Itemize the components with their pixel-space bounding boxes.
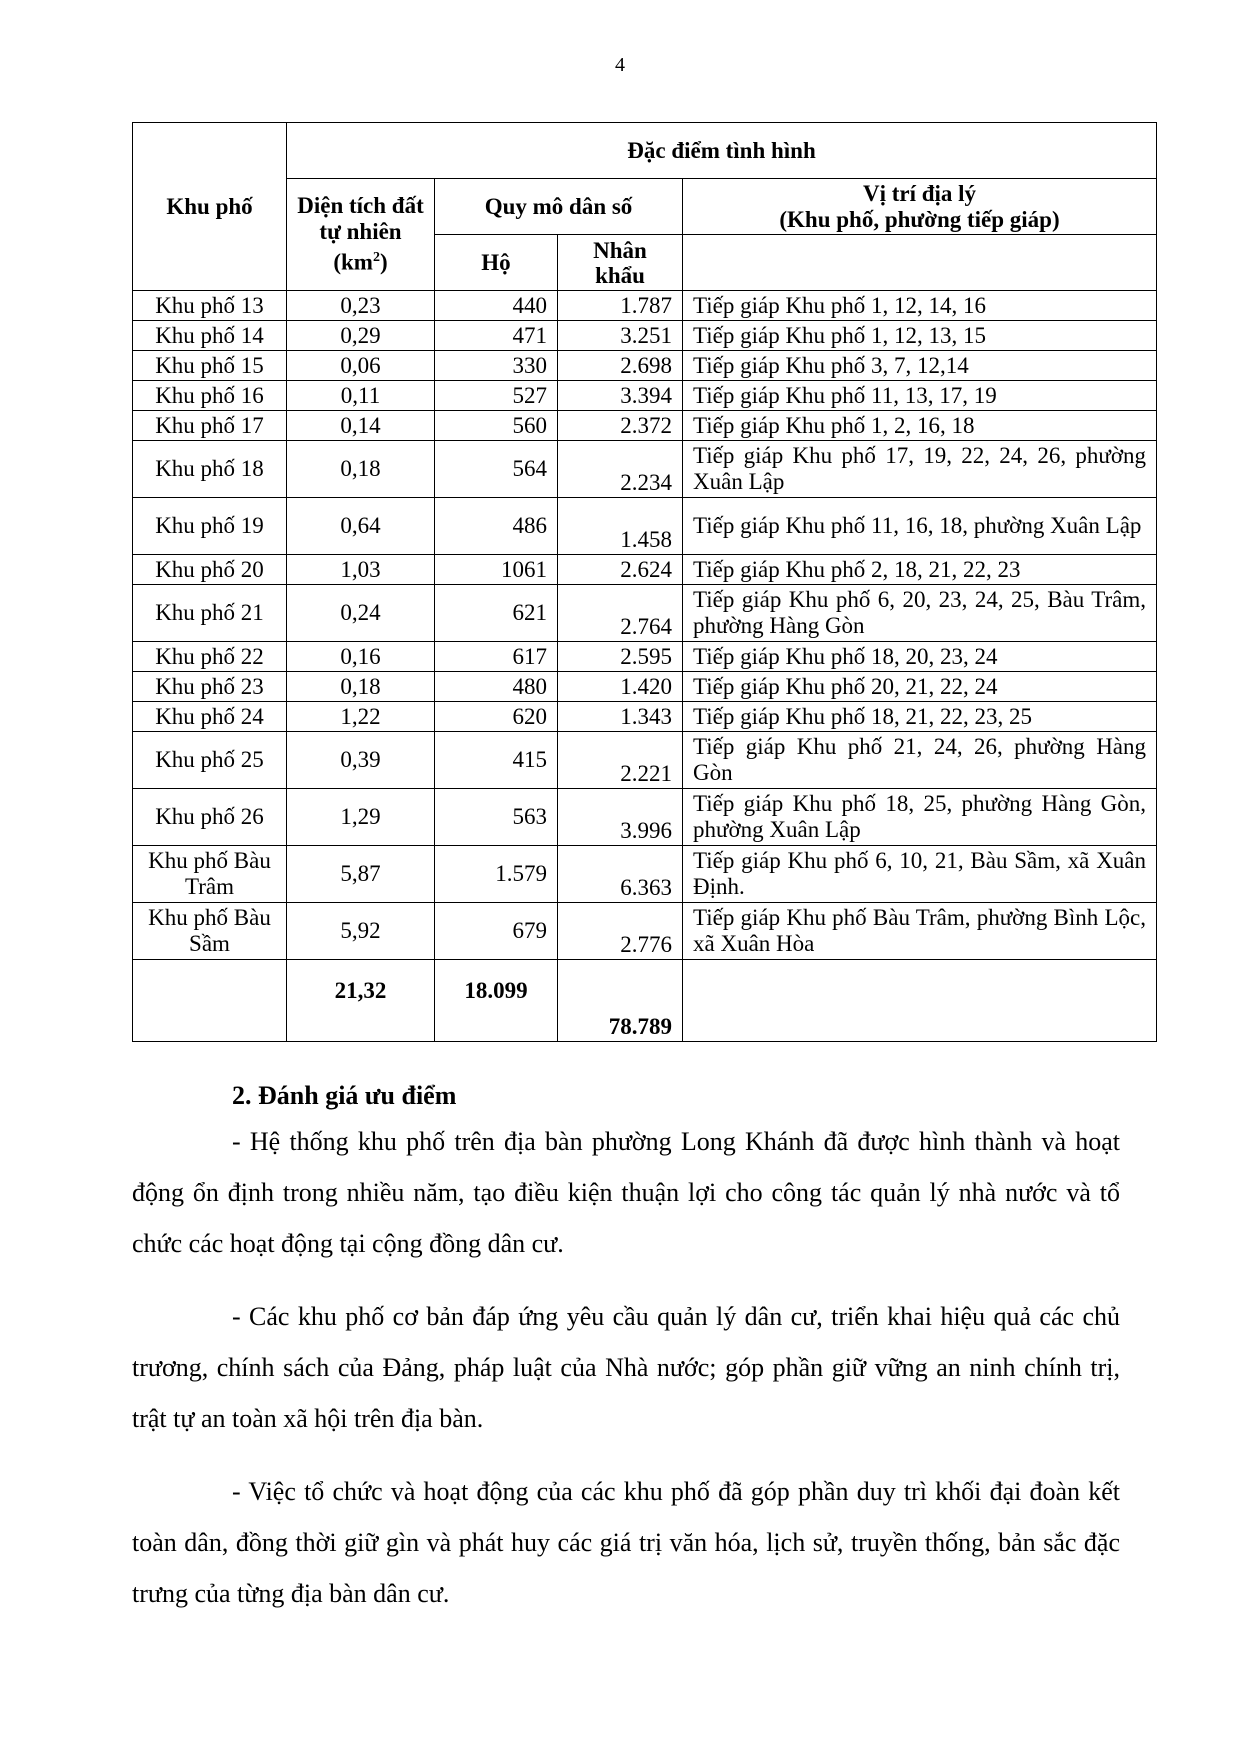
cell-population: 1.420 [558, 672, 683, 702]
cell-khu-pho: Khu phố 22 [133, 642, 287, 672]
table-row [133, 555, 1157, 585]
cell-households: 560 [435, 411, 558, 441]
cell-location: Tiếp giáp Khu phố 1, 12, 14, 16 [683, 291, 1157, 321]
cell-area: 0,14 [287, 411, 435, 441]
cell-khu-pho: Khu phố 20 [133, 555, 287, 585]
cell-area: 0,64 [287, 498, 435, 555]
cell-households: 330 [435, 351, 558, 381]
paragraph-1: - Hệ thống khu phố trên địa bàn phường Long Khánh đã được hình thành và hoạt động ổn định trong nhiều năm, tạo điều kiện thuận lợi cho công tác quản lý nhà nước và tổ chức các hoạt động tại cộng đồng dân cư. [132, 1127, 1120, 1258]
cell-households: 621 [435, 585, 558, 642]
cell-area: 0,16 [287, 642, 435, 672]
cell-population: 2.624 [558, 555, 683, 585]
cell-khu-pho: Khu phố 23 [133, 672, 287, 702]
table-row [133, 351, 1157, 381]
cell-khu-pho: Khu phố 24 [133, 702, 287, 732]
header-dac-diem: Đặc điểm tình hình [287, 123, 1157, 179]
cell-location: Tiếp giáp Khu phố 6, 20, 23, 24, 25, Bàu Trâm, phường Hàng Gòn [683, 585, 1157, 642]
cell-khu-pho: Khu phố 14 [133, 321, 287, 351]
cell-population: 1.458 [558, 498, 683, 555]
header-khu-pho: Khu phố [133, 123, 287, 291]
header-vi-tri-line2: (Khu phố, phường tiếp giáp) [779, 206, 1060, 232]
cell-area: 5,87 [287, 846, 435, 903]
section-heading: 2. Đánh giá ưu điểm [232, 1081, 457, 1110]
header-ho: Hộ [435, 235, 558, 291]
cell-location: Tiếp giáp Khu phố Bàu Trâm, phường Bình Lộc, xã Xuân Hòa [683, 903, 1157, 960]
cell-households: 564 [435, 441, 558, 498]
cell-population: 2.764 [558, 585, 683, 642]
cell-location: Tiếp giáp Khu phố 2, 18, 21, 22, 23 [683, 555, 1157, 585]
table-row [133, 381, 1157, 411]
table-total-row [133, 960, 1157, 1042]
cell-population: 6.363 [558, 846, 683, 903]
cell-area: 0,18 [287, 441, 435, 498]
cell-khu-pho: Khu phố 21 [133, 585, 287, 642]
cell-population: 2.234 [558, 441, 683, 498]
table-row [133, 642, 1157, 672]
header-dien-tich-close: ) [379, 249, 388, 275]
cell-total-population: 78.789 [558, 960, 683, 1042]
cell-location: Tiếp giáp Khu phố 20, 21, 22, 24 [683, 672, 1157, 702]
cell-khu-pho: Khu phố Bàu Sầm [133, 903, 287, 960]
cell-area: 0,24 [287, 585, 435, 642]
cell-households: 415 [435, 732, 558, 789]
cell-area: 1,03 [287, 555, 435, 585]
cell-population: 3.251 [558, 321, 683, 351]
paragraph-3: - Việc tổ chức và hoạt động của các khu phố đã góp phần duy trì khối đại đoàn kết toàn dân, đồng thời giữ gìn và phát huy các giá trị văn hóa, lịch sử, truyền thống, bản sắc đặc trưng của từng địa bàn dân cư. [132, 1477, 1120, 1608]
cell-khu-pho: Khu phố 15 [133, 351, 287, 381]
header-dien-tich-text: Diện tích đất tự nhiên (km [297, 193, 424, 275]
cell-location: Tiếp giáp Khu phố 11, 16, 18, phường Xuân Lập [683, 498, 1157, 555]
table-row [133, 672, 1157, 702]
table-row [133, 846, 1157, 903]
header-vi-tri-line1: Vị trí địa lý [862, 180, 977, 206]
cell-population: 2.698 [558, 351, 683, 381]
cell-area: 0,06 [287, 351, 435, 381]
cell-population: 3.394 [558, 381, 683, 411]
cell-households: 620 [435, 702, 558, 732]
cell-location: Tiếp giáp Khu phố 1, 12, 13, 15 [683, 321, 1157, 351]
table-row [133, 903, 1157, 960]
cell-total-location-empty [683, 960, 1157, 1042]
residential-area-table [132, 122, 1157, 1042]
table-body [133, 291, 1157, 1042]
cell-households: 563 [435, 789, 558, 846]
table-row [133, 321, 1157, 351]
cell-location: Tiếp giáp Khu phố 17, 19, 22, 24, 26, phường Xuân Lập [683, 441, 1157, 498]
table-row [133, 441, 1157, 498]
cell-population: 3.996 [558, 789, 683, 846]
cell-population: 1.343 [558, 702, 683, 732]
cell-khu-pho: Khu phố 19 [133, 498, 287, 555]
cell-households: 679 [435, 903, 558, 960]
cell-area: 1,22 [287, 702, 435, 732]
cell-households: 1061 [435, 555, 558, 585]
paragraph-2: - Các khu phố cơ bản đáp ứng yêu cầu quản lý dân cư, triển khai hiệu quả các chủ trương, chính sách của Đảng, pháp luật của Nhà nước; góp phần giữ vững an ninh chính trị, trật tự an toàn xã hội trên địa bàn. [132, 1302, 1120, 1433]
cell-khu-pho: Khu phố 18 [133, 441, 287, 498]
table-row [133, 789, 1157, 846]
header-vi-tri [683, 179, 1157, 235]
cell-area: 0,23 [287, 291, 435, 321]
cell-households: 527 [435, 381, 558, 411]
cell-households: 480 [435, 672, 558, 702]
cell-total-area: 21,32 [287, 960, 435, 1042]
cell-households: 1.579 [435, 846, 558, 903]
page-number: 4 [615, 54, 625, 76]
table-row [133, 498, 1157, 555]
cell-location: Tiếp giáp Khu phố 18, 25, phường Hàng Gòn, phường Xuân Lập [683, 789, 1157, 846]
cell-location: Tiếp giáp Khu phố 3, 7, 12,14 [683, 351, 1157, 381]
cell-area: 0,29 [287, 321, 435, 351]
table-row [133, 702, 1157, 732]
cell-location: Tiếp giáp Khu phố 18, 21, 22, 23, 25 [683, 702, 1157, 732]
cell-area: 0,39 [287, 732, 435, 789]
cell-households: 471 [435, 321, 558, 351]
header-dien-tich-sup: 2 [372, 250, 380, 266]
cell-area: 0,18 [287, 672, 435, 702]
cell-total-empty [133, 960, 287, 1042]
header-dien-tich [287, 179, 435, 291]
cell-area: 5,92 [287, 903, 435, 960]
cell-khu-pho: Khu phố 13 [133, 291, 287, 321]
table-row [133, 291, 1157, 321]
cell-location: Tiếp giáp Khu phố 21, 24, 26, phường Hàng Gòn [683, 732, 1157, 789]
cell-households: 486 [435, 498, 558, 555]
cell-households: 440 [435, 291, 558, 321]
header-empty [683, 235, 1157, 291]
cell-location: Tiếp giáp Khu phố 11, 13, 17, 19 [683, 381, 1157, 411]
cell-population: 1.787 [558, 291, 683, 321]
cell-khu-pho: Khu phố Bàu Trâm [133, 846, 287, 903]
cell-population: 2.595 [558, 642, 683, 672]
cell-population: 2.776 [558, 903, 683, 960]
cell-location: Tiếp giáp Khu phố 6, 10, 21, Bàu Sầm, xã Xuân Định. [683, 846, 1157, 903]
header-quy-mo: Quy mô dân số [435, 179, 683, 235]
section-advantages [132, 1076, 1120, 1641]
table-row [133, 732, 1157, 789]
cell-khu-pho: Khu phố 16 [133, 381, 287, 411]
cell-location: Tiếp giáp Khu phố 18, 20, 23, 24 [683, 642, 1157, 672]
cell-population: 2.372 [558, 411, 683, 441]
cell-households: 617 [435, 642, 558, 672]
cell-total-households: 18.099 [435, 960, 558, 1042]
header-nhan-khau: Nhân khẩu [558, 235, 683, 291]
cell-population: 2.221 [558, 732, 683, 789]
cell-area: 1,29 [287, 789, 435, 846]
cell-khu-pho: Khu phố 17 [133, 411, 287, 441]
cell-khu-pho: Khu phố 25 [133, 732, 287, 789]
table-row [133, 411, 1157, 441]
cell-location: Tiếp giáp Khu phố 1, 2, 16, 18 [683, 411, 1157, 441]
table-row [133, 585, 1157, 642]
cell-khu-pho: Khu phố 26 [133, 789, 287, 846]
cell-area: 0,11 [287, 381, 435, 411]
